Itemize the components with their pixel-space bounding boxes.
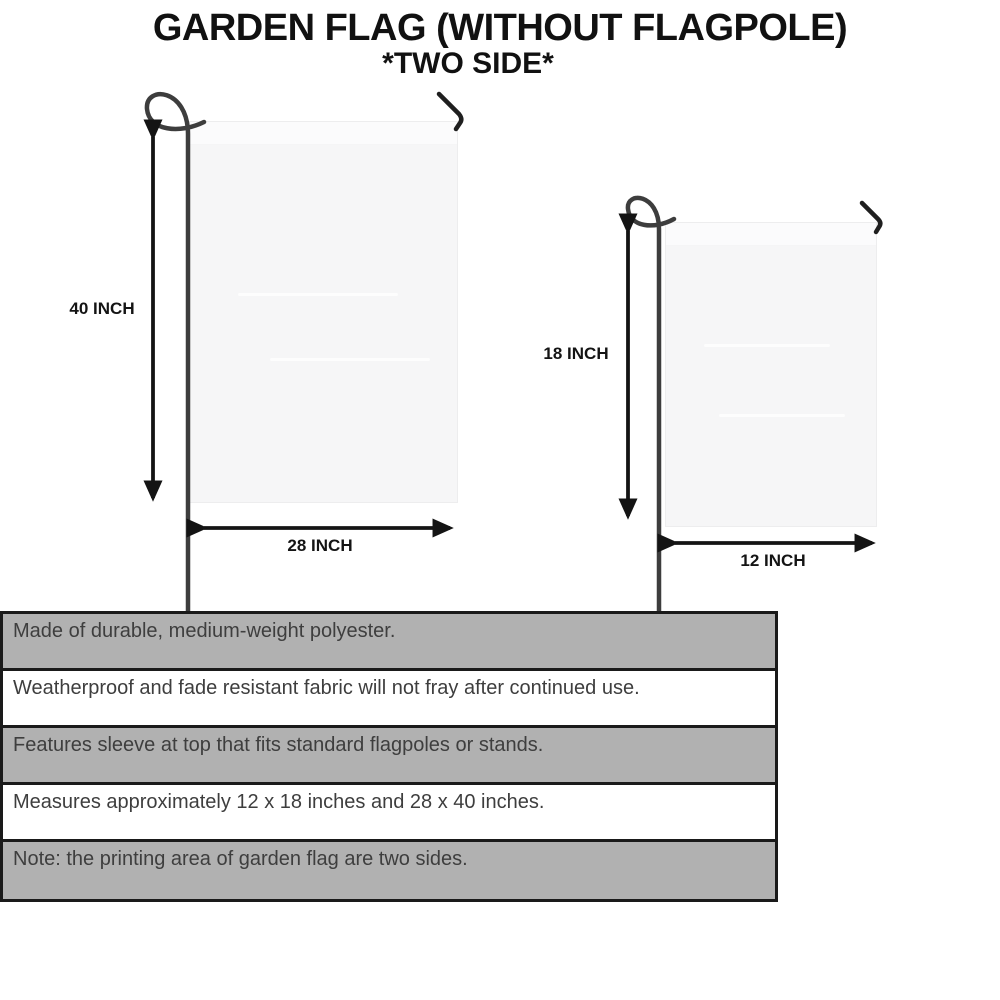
feature-text: Measures approximately 12 x 18 inches and 28 x 40 inches. xyxy=(13,791,545,813)
large-flag-width-label: 28 INCH xyxy=(287,536,353,555)
feature-row xyxy=(3,785,775,842)
large-flag-height-label: 40 INCH xyxy=(69,299,135,318)
feature-row xyxy=(3,671,775,728)
flag-crease xyxy=(270,358,430,361)
large-flag xyxy=(189,121,458,503)
feature-row xyxy=(3,842,775,899)
feature-text: Weatherproof and fade resistant fabric will not fray after continued use. xyxy=(13,677,640,699)
page-subtitle: *TWO SIDE* xyxy=(382,47,554,80)
small-flag-height-label: 18 INCH xyxy=(543,344,609,363)
feature-panel xyxy=(0,611,778,902)
feature-row xyxy=(3,614,775,671)
small-flag-width-label: 12 INCH xyxy=(740,551,806,570)
feature-text: Note: the printing area of garden flag are two sides. xyxy=(13,848,468,870)
feature-text: Features sleeve at top that fits standard flagpoles or stands. xyxy=(13,734,544,756)
flag-crease xyxy=(719,414,845,417)
flag-crease xyxy=(704,344,830,347)
flag-crease xyxy=(238,293,398,296)
feature-row xyxy=(3,728,775,785)
small-flag xyxy=(665,222,877,527)
page-title: GARDEN FLAG (WITHOUT FLAGPOLE) xyxy=(152,7,848,49)
feature-text: Made of durable, medium-weight polyester. xyxy=(13,620,396,642)
